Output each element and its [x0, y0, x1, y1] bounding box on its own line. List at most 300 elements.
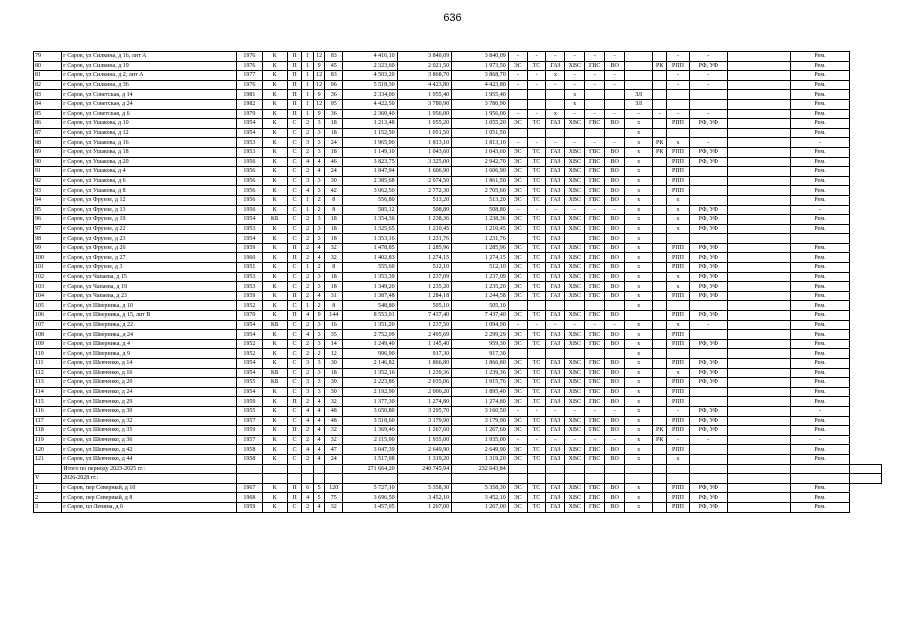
table-cell: 4 — [313, 157, 325, 167]
table-cell: г Саров, ул Фрунзе, д 3 — [62, 263, 237, 273]
table-row — [34, 301, 882, 311]
table-cell: г Саров, пер Северный, д 10 — [62, 483, 237, 493]
table-cell — [653, 52, 667, 62]
table-cell: ТС — [527, 502, 546, 512]
table-cell: - — [527, 109, 546, 119]
table-cell: 48 — [325, 406, 343, 416]
table-cell: х — [666, 224, 689, 234]
table-cell: 1 — [302, 205, 314, 215]
table-cell: 1 043,60 — [397, 147, 452, 157]
table-cell: РФ, УФ — [690, 243, 728, 253]
table-cell — [546, 90, 565, 100]
table-cell: ВО — [605, 215, 625, 225]
table-cell: ВО — [605, 368, 625, 378]
table-cell: 2 649,90 — [397, 445, 452, 455]
table-cell: 4 423,80 — [452, 80, 509, 90]
table-cell: РК — [653, 61, 667, 71]
table-cell: ГВС — [585, 291, 605, 301]
table-cell: 1 955,40 — [397, 90, 452, 100]
table-cell: 110 — [34, 349, 62, 359]
table-cell — [727, 464, 790, 474]
table-cell: ТС — [527, 119, 546, 129]
table-cell — [527, 349, 546, 359]
table-cell: х — [546, 71, 565, 81]
table-cell — [343, 474, 398, 484]
table-cell — [727, 147, 790, 157]
table-row — [34, 454, 882, 464]
table-cell: ТС — [527, 359, 546, 369]
table-cell: 47 — [325, 445, 343, 455]
table-cell: ГВС — [585, 176, 605, 186]
table-cell: К — [262, 359, 287, 369]
table-cell: 2 752,09 — [343, 330, 398, 340]
table-cell — [727, 52, 790, 62]
table-cell: ЭС — [508, 61, 527, 71]
table-cell: ГАЗ — [546, 61, 565, 71]
table-cell: 1955 — [237, 406, 262, 416]
table-cell: ЭС — [508, 426, 527, 436]
table-cell: ТС — [527, 291, 546, 301]
table-cell: ХВС — [565, 224, 585, 234]
table-cell: ГАЗ — [546, 454, 565, 464]
table-cell: 112 — [34, 368, 62, 378]
table-cell: С — [287, 368, 302, 378]
table-cell — [727, 80, 790, 90]
table-cell — [625, 71, 653, 81]
table-cell: 1951 — [237, 263, 262, 273]
table-cell: ГАЗ — [546, 186, 565, 196]
table-cell: ВО — [605, 330, 625, 340]
table-cell: - — [508, 320, 527, 330]
table-cell: ГВС — [585, 368, 605, 378]
table-cell: РПП — [666, 416, 689, 426]
table-cell: 1 — [34, 483, 62, 493]
table-cell — [546, 128, 565, 138]
table-cell: 2 223,86 — [343, 378, 398, 388]
table-cell: 1 935,00 — [452, 435, 509, 445]
table-cell: К — [262, 138, 287, 148]
table-cell — [653, 406, 667, 416]
table-cell: 108 — [34, 330, 62, 340]
table-cell: 18 — [325, 215, 343, 225]
table-cell: 8 553,01 — [343, 311, 398, 321]
table-cell: - — [690, 80, 728, 90]
table-cell: ВО — [605, 378, 625, 388]
table-cell — [727, 90, 790, 100]
table-cell: 1 285,96 — [397, 243, 452, 253]
table-cell: г Саров, ул Ушакова, д 4 — [62, 167, 237, 177]
table-cell: С — [287, 147, 302, 157]
table-cell: ХВС — [565, 454, 585, 464]
table-cell: 1968 — [237, 493, 262, 503]
table-cell: ВО — [605, 359, 625, 369]
table-cell: 1 — [302, 90, 314, 100]
table-cell: ГАЗ — [546, 416, 565, 426]
table-cell: г Саров, ул Чапаева, д 15 — [62, 272, 237, 282]
table-cell — [653, 224, 667, 234]
table-cell: 1 237,09 — [397, 272, 452, 282]
table-cell: ГАЗ — [546, 426, 565, 436]
table-cell — [653, 71, 667, 81]
table-cell: ГВС — [585, 416, 605, 426]
table-cell: 2 — [302, 253, 314, 263]
table-cell: ТС — [527, 445, 546, 455]
table-cell: 2 299,29 — [452, 330, 509, 340]
table-cell: 2 385,68 — [343, 176, 398, 186]
table-cell: - — [508, 205, 527, 215]
table-cell: 548,80 — [343, 301, 398, 311]
table-cell: г Саров, ул Шверника, д 15, лит В — [62, 311, 237, 321]
table-cell: х — [666, 282, 689, 292]
table-cell: К — [262, 167, 287, 177]
table-cell: ЭС — [508, 416, 527, 426]
table-cell — [666, 301, 689, 311]
table-cell: 85 — [34, 109, 62, 119]
table-cell — [690, 445, 728, 455]
section-label: 2026-2028 гг.: — [62, 474, 237, 484]
table-cell — [585, 349, 605, 359]
total-area: 271 664,20 — [343, 464, 398, 474]
table-cell: 1970 — [237, 311, 262, 321]
table-cell: 4 — [313, 445, 325, 455]
table-cell: ГВС — [585, 359, 605, 369]
table-cell — [452, 474, 509, 484]
table-cell: 2 772,30 — [397, 186, 452, 196]
table-cell — [653, 291, 667, 301]
table-cell: 2 — [302, 320, 314, 330]
table-cell: РПП — [666, 167, 689, 177]
table-cell: К — [262, 387, 287, 397]
table-cell: ГВС — [585, 502, 605, 512]
table-cell: 3 868,70 — [397, 71, 452, 81]
table-cell: 4 — [302, 406, 314, 416]
table-cell — [653, 215, 667, 225]
table-cell — [727, 119, 790, 129]
table-cell: 4 503,20 — [343, 71, 398, 81]
table-cell: 1 231,76 — [452, 234, 509, 244]
table-cell: 18 — [325, 128, 343, 138]
table-cell: 1959 — [237, 397, 262, 407]
table-cell — [727, 416, 790, 426]
table-cell: х — [625, 272, 653, 282]
table-cell: ГВС — [585, 311, 605, 321]
table-cell: - — [565, 80, 585, 90]
table-cell — [508, 99, 527, 109]
table-cell: РПП — [666, 61, 689, 71]
table-cell: 3 — [302, 176, 314, 186]
table-cell: 508,80 — [452, 205, 509, 215]
table-cell: - — [508, 406, 527, 416]
table-cell: 2 — [302, 272, 314, 282]
table-cell: х — [625, 416, 653, 426]
table-cell: 3 — [313, 234, 325, 244]
table-cell: РФ, УФ — [690, 416, 728, 426]
table-cell: ТС — [527, 282, 546, 292]
table-cell — [625, 80, 653, 90]
table-cell: ХВС — [565, 157, 585, 167]
table-cell — [585, 99, 605, 109]
table-cell — [287, 474, 302, 484]
table-cell — [397, 474, 452, 484]
table-cell: г Саров, ул Ушакова, д 6 — [62, 176, 237, 186]
table-cell: 32 — [325, 253, 343, 263]
table-cell: х — [666, 195, 689, 205]
table-cell — [605, 474, 625, 484]
table-row — [34, 119, 882, 129]
table-row — [34, 282, 882, 292]
table-cell: К — [262, 52, 287, 62]
table-row — [34, 147, 882, 157]
table-cell: ГАЗ — [546, 243, 565, 253]
table-cell: 82 — [34, 80, 62, 90]
table-cell: Рем. — [790, 224, 850, 234]
table-row — [34, 253, 882, 263]
table-cell: 8 — [325, 301, 343, 311]
table-cell: ТС — [527, 157, 546, 167]
table-cell: 1959 — [237, 426, 262, 436]
table-cell: - — [546, 80, 565, 90]
table-cell: 1954 — [237, 215, 262, 225]
table-cell: 1 955,40 — [452, 90, 509, 100]
table-row — [34, 186, 882, 196]
table-cell: ВО — [605, 186, 625, 196]
table-cell: ЭС — [508, 147, 527, 157]
table-cell: 505,10 — [452, 301, 509, 311]
table-cell: - — [605, 80, 625, 90]
table-cell: П — [287, 311, 302, 321]
table-cell: г Саров, ул Фрунзе, д 27 — [62, 253, 237, 263]
table-cell: х — [625, 426, 653, 436]
table-cell: - — [690, 52, 728, 62]
housing-repair-table — [33, 51, 882, 513]
table-cell: ГАЗ — [546, 378, 565, 388]
table-cell: К — [262, 61, 287, 71]
table-cell: Рем. — [790, 52, 850, 62]
table-cell: ТС — [527, 454, 546, 464]
table-cell: ГВС — [585, 454, 605, 464]
table-cell: г Саров, ул Шевченко, д 14 — [62, 359, 237, 369]
table-cell: 4 — [302, 330, 314, 340]
table-cell: 103 — [34, 282, 62, 292]
table-cell: ЭС — [508, 359, 527, 369]
table-cell: 1 244,58 — [452, 291, 509, 301]
table-cell: 106 — [34, 311, 62, 321]
table-cell: 2 — [302, 282, 314, 292]
table-cell: 1 457,05 — [343, 502, 398, 512]
table-cell: С — [287, 176, 302, 186]
table-cell: П — [287, 426, 302, 436]
table-cell: Рем. — [790, 387, 850, 397]
table-cell: Рем. — [790, 378, 850, 388]
table-cell — [287, 464, 302, 474]
table-cell: 4 — [313, 167, 325, 177]
table-cell — [690, 195, 728, 205]
table-row — [34, 99, 882, 109]
table-cell: 3 780,90 — [452, 99, 509, 109]
table-cell: 12 — [325, 349, 343, 359]
table-cell: 1957 — [237, 435, 262, 445]
table-cell — [653, 128, 667, 138]
table-cell: - — [546, 320, 565, 330]
table-cell: ТС — [527, 387, 546, 397]
table-cell: 18 — [325, 119, 343, 129]
table-cell: К — [262, 502, 287, 512]
table-cell — [727, 157, 790, 167]
table-cell: ГВС — [585, 234, 605, 244]
table-cell: 117 — [34, 416, 62, 426]
table-cell: 3 — [313, 147, 325, 157]
table-cell: 114 — [34, 387, 62, 397]
table-cell: 1959 — [237, 243, 262, 253]
table-cell: 1 813,10 — [397, 138, 452, 148]
table-cell: Рем. — [790, 368, 850, 378]
table-cell: 1 094,90 — [452, 320, 509, 330]
table-row — [34, 52, 882, 62]
table-cell: 1 — [302, 61, 314, 71]
table-cell: ЭС — [508, 167, 527, 177]
table-cell: 2 — [313, 301, 325, 311]
table-cell — [727, 301, 790, 311]
table-cell: - — [527, 320, 546, 330]
table-cell — [727, 368, 790, 378]
table-cell: х — [625, 253, 653, 263]
table-cell: х — [565, 90, 585, 100]
table-cell: РФ, УФ — [690, 272, 728, 282]
table-cell: 2 — [313, 195, 325, 205]
table-cell: 14 — [325, 339, 343, 349]
table-cell: КБ — [262, 368, 287, 378]
table-cell: 1 — [302, 52, 314, 62]
table-cell: Рем. — [790, 186, 850, 196]
table-cell: ТС — [527, 272, 546, 282]
table-cell: г Саров, ул Ушакова, д 12 — [62, 128, 237, 138]
table-cell — [605, 349, 625, 359]
table-cell: ТС — [527, 378, 546, 388]
table-cell: 1 — [302, 301, 314, 311]
table-cell: х — [625, 387, 653, 397]
total-living-area: 240 745,94 — [397, 464, 452, 474]
table-cell: С — [287, 502, 302, 512]
table-cell: С — [287, 320, 302, 330]
table-cell: ТС — [527, 397, 546, 407]
table-cell: г Саров, пер Северный, д 8 — [62, 493, 237, 503]
table-cell: ВО — [605, 272, 625, 282]
table-cell: ГАЗ — [546, 224, 565, 234]
table-cell: ХВС — [565, 61, 585, 71]
table-cell — [690, 464, 728, 474]
table-cell: РК — [653, 435, 667, 445]
table-cell — [727, 426, 790, 436]
table-cell — [727, 128, 790, 138]
table-cell — [653, 119, 667, 129]
table-cell: 1952 — [237, 339, 262, 349]
table-cell — [727, 406, 790, 416]
table-cell: 5 727,10 — [343, 483, 398, 493]
table-cell: С — [287, 359, 302, 369]
table-cell: РПП — [666, 387, 689, 397]
table-cell: 513,20 — [397, 195, 452, 205]
table-cell: 1 213,48 — [343, 119, 398, 129]
table-cell: ВО — [605, 502, 625, 512]
table-cell: г Саров, ул Фрунзе, д 13 — [62, 205, 237, 215]
table-cell: К — [262, 119, 287, 129]
table-cell: ХВС — [565, 330, 585, 340]
table-cell: г Саров, ул Фрунзе, д 23 — [62, 234, 237, 244]
table-row — [34, 128, 882, 138]
table-cell: ТС — [527, 493, 546, 503]
table-cell — [546, 349, 565, 359]
table-cell: 1954 — [237, 128, 262, 138]
table-cell: К — [262, 339, 287, 349]
table-cell — [666, 464, 689, 474]
table-cell: Рем. — [790, 253, 850, 263]
table-cell: ТС — [527, 263, 546, 273]
table-cell: П — [287, 80, 302, 90]
table-cell: ЭС — [508, 215, 527, 225]
table-cell: ВО — [605, 282, 625, 292]
table-cell: 1967 — [237, 483, 262, 493]
table-cell: К — [262, 195, 287, 205]
table-cell: 4 — [313, 502, 325, 512]
table-cell: РФ, УФ — [690, 378, 728, 388]
table-cell: 3 — [302, 138, 314, 148]
table-cell: ГВС — [585, 426, 605, 436]
table-cell: ХВС — [565, 195, 585, 205]
table-cell: Рем. — [790, 272, 850, 282]
table-cell: ХВС — [565, 215, 585, 225]
table-cell: - — [790, 435, 850, 445]
table-cell: 80 — [34, 61, 62, 71]
table-cell: 1 956,00 — [452, 109, 509, 119]
table-cell — [727, 291, 790, 301]
table-cell — [653, 167, 667, 177]
table-cell: 1 861,50 — [452, 176, 509, 186]
table-cell: ГАЗ — [546, 483, 565, 493]
table-cell — [653, 359, 667, 369]
table-cell — [690, 349, 728, 359]
table-cell: 1 935,00 — [397, 435, 452, 445]
table-cell: ГВС — [585, 253, 605, 263]
table-cell: РПП — [666, 359, 689, 369]
table-cell: ЭС — [508, 493, 527, 503]
table-cell: ВО — [605, 147, 625, 157]
table-cell: ВО — [605, 311, 625, 321]
table-cell: 1955 — [237, 378, 262, 388]
table-cell: 1959 — [237, 291, 262, 301]
table-cell: Рем. — [790, 176, 850, 186]
table-cell: х — [625, 339, 653, 349]
table-row — [34, 483, 882, 493]
table-cell: - — [666, 109, 689, 119]
table-cell: ХВС — [565, 493, 585, 503]
table-cell: ХВС — [565, 339, 585, 349]
table-cell: 18 — [325, 272, 343, 282]
table-row — [34, 205, 882, 215]
table-cell: К — [262, 99, 287, 109]
table-cell: 7 437,40 — [397, 311, 452, 321]
table-cell: ГАЗ — [546, 359, 565, 369]
table-row — [34, 71, 882, 81]
table-cell: РФ, УФ — [690, 483, 728, 493]
table-cell: 1954 — [237, 330, 262, 340]
table-cell: Рем. — [790, 416, 850, 426]
table-cell: х — [625, 243, 653, 253]
table-cell — [727, 378, 790, 388]
table-cell: Рем. — [790, 99, 850, 109]
table-cell: ХВС — [565, 263, 585, 273]
table-cell: 3 823,75 — [343, 157, 398, 167]
table-cell: 12 — [313, 52, 325, 62]
